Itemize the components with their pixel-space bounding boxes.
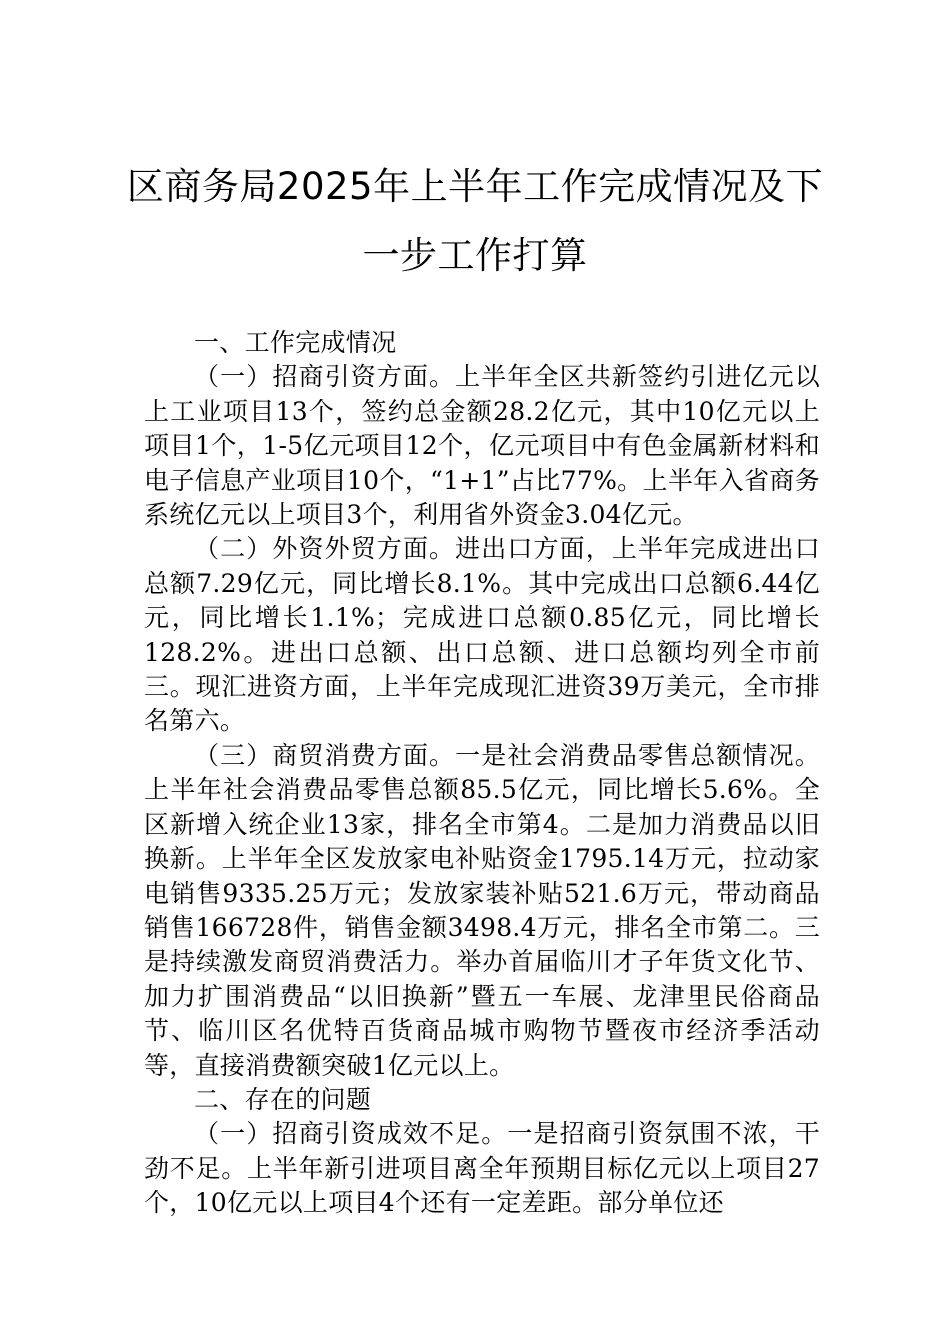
document-title-line-2: 一步工作打算 [362, 234, 588, 277]
paragraph-foreign-trade: （二）外资外贸方面。进出口方面，上半年完成进出口总额7.29亿元，同比增长8.1%。其中完成出口总额6.44亿元，同比增长1.1%；完成进口总额0.85亿元，同比增长128.2%。进出口总额、出口总额、进口总额均列全市前三。现汇进资方面，上半年完成现汇进资39万美元，全市排名第六。 [144, 534, 820, 736]
paragraph-commerce-consumption: （三）商贸消费方面。一是社会消费品零售总额情况。上半年社会消费品零售总额85.5亿元，同比增长5.6%。全区新增入统企业13家，排名全市第4。二是加力消费品以旧换新。上半年全区发放家电补贴资金1795.14万元，拉动家电销售9335.25万元；发放家装补贴521.6万元，带动商品销售166728件，销售金额3498.4万元，排名全市第二。三是持续激发商贸消费活力。举办首届临川才子年货文化节、加力扩围消费品“以旧换新”暨五一车展、龙津里民俗商品节、临川区名优特百货商品城市购物节暨夜市经济季活动等，直接消费额突破1亿元以上。 [144, 740, 820, 1080]
section-heading-work-completion: 一、工作完成情况 [194, 328, 397, 357]
paragraph-investment-shortfall: （一）招商引资成效不足。一是招商引资氛围不浓，干劲不足。上半年新引进项目离全年预期目标亿元以上项目27个，10亿元以上项目4个还有一定差距。部分单位还 [144, 1119, 820, 1218]
document-body [144, 326, 820, 1221]
paragraph-investment-attraction: （一）招商引资方面。上半年全区共新签约引进亿元以上工业项目13个，签约总金额28.2亿元，其中10亿元以上项目1个，1-5亿元项目12个，亿元项目中有色金属新材料和电子信息产业项目10个，“1+1”占比77%。上半年入省商务系统亿元以上项目3个，利用省外资金3.04亿元。 [144, 362, 820, 530]
section-heading-existing-problems: 二、存在的问题 [194, 1084, 372, 1114]
document-title-line-1: 区商务局2025年上半年工作完成情况及下 [126, 165, 824, 208]
